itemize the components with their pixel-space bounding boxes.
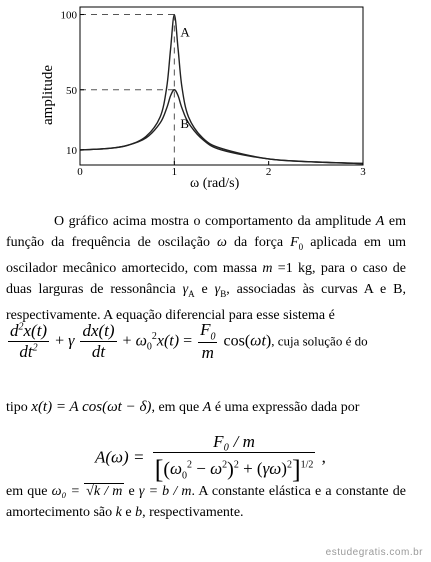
eq2-numerator: F₀ / m	[153, 432, 316, 453]
paragraph-3	[6, 481, 406, 523]
eq2-comma: ,	[321, 447, 326, 467]
p1-sub-0: 0	[298, 241, 304, 252]
p1-var-omega: ω	[217, 235, 227, 250]
p3-text-c: . A constante elástica e a constante de amortecimento são	[6, 484, 407, 520]
p1-var-F: F	[290, 235, 299, 250]
p2-var-A: A	[202, 400, 212, 415]
amplitude-equation	[95, 432, 326, 485]
p1-sub-A: A	[188, 288, 195, 299]
series-label-A: A	[180, 24, 190, 40]
p1-text-c: da força	[226, 235, 291, 250]
p2-text-a: tipo	[6, 400, 32, 415]
y-tick-label-10: 10	[66, 144, 77, 157]
p3-text-d: e	[121, 505, 136, 520]
p1-text-f: e	[194, 281, 215, 297]
p1-var-gammaA: γ	[182, 281, 189, 297]
x-tick-label-2: 2	[265, 166, 272, 178]
eq2-lhs: A(ω) =	[95, 447, 145, 467]
p1-var-gammaB: γ	[214, 281, 221, 297]
p1-text-d: aplicada em um oscilador mecânico amortecido, com massa	[6, 235, 407, 276]
p3-var-k: k	[115, 505, 122, 520]
watermark: estudegratis.com.br	[325, 547, 423, 558]
differential-equation: $\frac{d^2x(t)}{dt^2}$ + γ $\frac{dx(t)}{dt}$ + $\omega_0^2x(t)$ = $\frac{F_0}{m}$ cos(ωt), cuja solução é do	[10, 320, 368, 363]
p3-text-b: e	[124, 484, 139, 499]
p1-sub-B: B	[220, 288, 227, 299]
p1-text-a: O gráfico acima mostra o comportamento da amplitude	[54, 214, 376, 229]
p1-text-e: =1 kg, para o caso de duas larguras de ressonância	[6, 260, 406, 297]
p1-var-m: m	[262, 260, 273, 276]
p2-solution: x(t) = A cos(ωt − δ)	[31, 399, 152, 415]
x-axis-label: ω (rad/s)	[190, 176, 240, 191]
series-line-A	[80, 15, 363, 164]
p1-text-g: , associadas às curvas A e B, respectivamente. A equação diferencial para esse sistema é	[6, 281, 406, 323]
p3-var-b: b	[135, 505, 143, 520]
x-tick-label-0: 0	[77, 166, 83, 178]
resonance-chart	[0, 0, 431, 205]
p3-gamma: γ = b / m	[138, 484, 192, 499]
plot-frame	[80, 7, 363, 165]
x-tick-label-1: 1	[171, 166, 178, 178]
y-axis-label: amplitude	[40, 65, 56, 125]
y-tick-label-50: 50	[66, 84, 77, 97]
p3-text-e: , respectivamente.	[142, 505, 244, 520]
series-line-B	[80, 90, 363, 164]
p2-text-b: , em que	[151, 400, 203, 415]
eq2-denominator: $[(\omega_0^2 - \omega^2)^2 + (\gamma\omega)^2]^{1/2}$	[154, 455, 314, 484]
p3-omega0: ω₀ =	[51, 484, 85, 499]
paragraph-2	[6, 397, 406, 418]
p1-var-A: A	[375, 214, 385, 229]
series-label-B: B	[180, 115, 190, 131]
p1-text-b: em função da frequência de oscilação	[6, 214, 407, 250]
paragraph-1	[6, 211, 406, 326]
p2-text-c: é uma expressão dada por	[211, 400, 360, 415]
p3-text-a: em que	[6, 484, 52, 499]
p3-sqrt: √k / m	[86, 484, 123, 499]
p3-sqrt-content: k / m	[93, 484, 123, 499]
eq1-tail: , cuja solução é do	[271, 333, 368, 349]
y-tick-label-100: 100	[60, 9, 77, 22]
x-tick-label-3: 3	[360, 166, 366, 178]
